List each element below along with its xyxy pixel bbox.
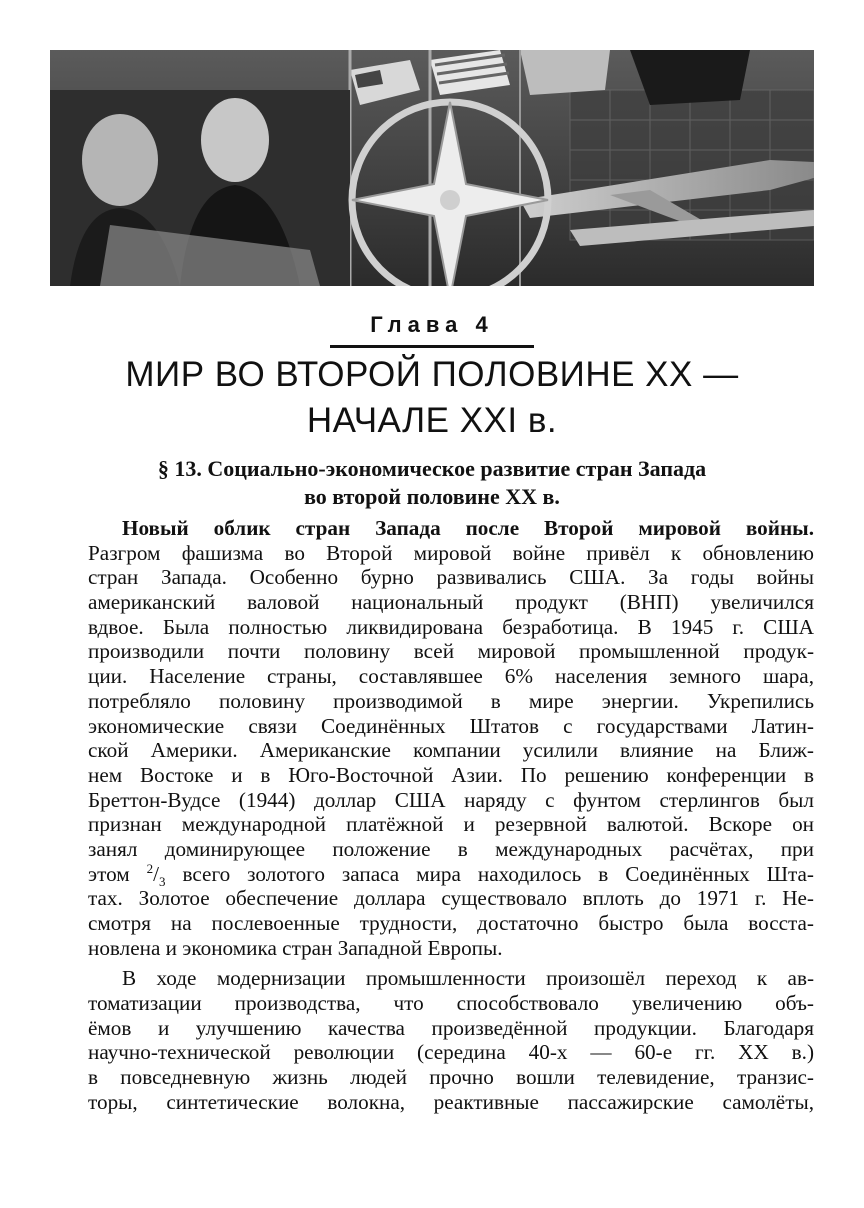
chapter-header-photo [50, 50, 814, 286]
body-text [88, 516, 814, 1115]
fraction-suffix: всего золотого запаса мира находилось в Соединённых Шта- [165, 861, 814, 886]
text-line: признан международной платёжной и резервной валютой. Вскоре он [88, 812, 814, 837]
fraction-denominator: 3 [159, 873, 166, 889]
text-line: смотря на послевоенные трудности, достаточно быстро была восста- [88, 911, 814, 935]
text-line: Бреттон-Вудсе (1944) доллар США наряду с фунтом стерлингов был [88, 787, 814, 812]
text-line: производили почти половину всей мировой промышленной продук- [88, 639, 814, 664]
text-line: тах. Золотое обеспечение доллара существовало вплоть до 1971 г. Не- [88, 886, 814, 911]
text-line: торы, синтетические волокна, реактивные пассажирские самолёты, [88, 1089, 814, 1114]
text-line: вдвое. Была полностью ликвидирована безработица. В 1945 г. США [88, 614, 814, 639]
section-title-line2: во второй половине XX в. [304, 484, 560, 509]
text-line: ёмов и улучшению качества произведённой продукции. Благодаря [88, 1015, 814, 1040]
text-line: стран Запада. Особенно бурно развивались США. За годы войны [88, 565, 814, 590]
text-line: в повседневную жизнь людей прочно вошли телевидение, транзис- [88, 1065, 814, 1090]
text-line: новлена и экономика стран Западной Европы. [88, 935, 503, 960]
fraction-numerator: 2 [146, 860, 154, 876]
paragraph-heading: Новый облик стран Запада после Второй мировой войны. [122, 516, 814, 540]
text-line: томатизации производства, что способствовало увеличению объ- [88, 991, 814, 1016]
people-icon [50, 90, 350, 286]
chapter-underline [330, 345, 534, 348]
text-line: американский валовой национальный продукт (ВНП) увеличился [88, 590, 814, 615]
section-title-line1: § 13. Социально-экономическое развитие стран Запада [157, 456, 707, 481]
text-line: нем Востоке и в Юго-Восточной Азии. По решению конференции в [88, 762, 814, 787]
text-line: занял доминирующее положение в международных расчётах, при [88, 836, 814, 861]
chapter-label: Глава 4 [370, 312, 494, 337]
text-line: В ходе модернизации промышленности произошёл переход к ав- [122, 966, 814, 991]
photo-collage [50, 50, 814, 286]
text-line-fraction [88, 862, 814, 887]
text-line: Разгром фашизма во Второй мировой войне привёл к обновлению [88, 540, 814, 565]
fraction-prefix: этом [88, 861, 147, 886]
chapter-title-line2: НАЧАЛЕ XXI в. [306, 401, 558, 440]
text-line: потребляло половину производимой в мире энергии. Укрепились [88, 688, 814, 713]
chapter-title [0, 352, 864, 444]
chapter-title-line1: МИР ВО ВТОРОЙ ПОЛОВИНЕ XX — [125, 355, 739, 394]
section-title [0, 455, 864, 511]
fraction-slash: / [153, 861, 160, 886]
text-line: экономические связи Соединённых Штатов с государствами Латин- [88, 713, 814, 738]
text-line: ции. Население страны, составлявшее 6% населения земного шара, [88, 664, 814, 689]
text-line: научно-технической революции (середина 40-х — 60-е гг. XX в.) [88, 1040, 814, 1065]
text-line: ской Америки. Американские компании усилили влияние на Ближ- [88, 738, 814, 763]
